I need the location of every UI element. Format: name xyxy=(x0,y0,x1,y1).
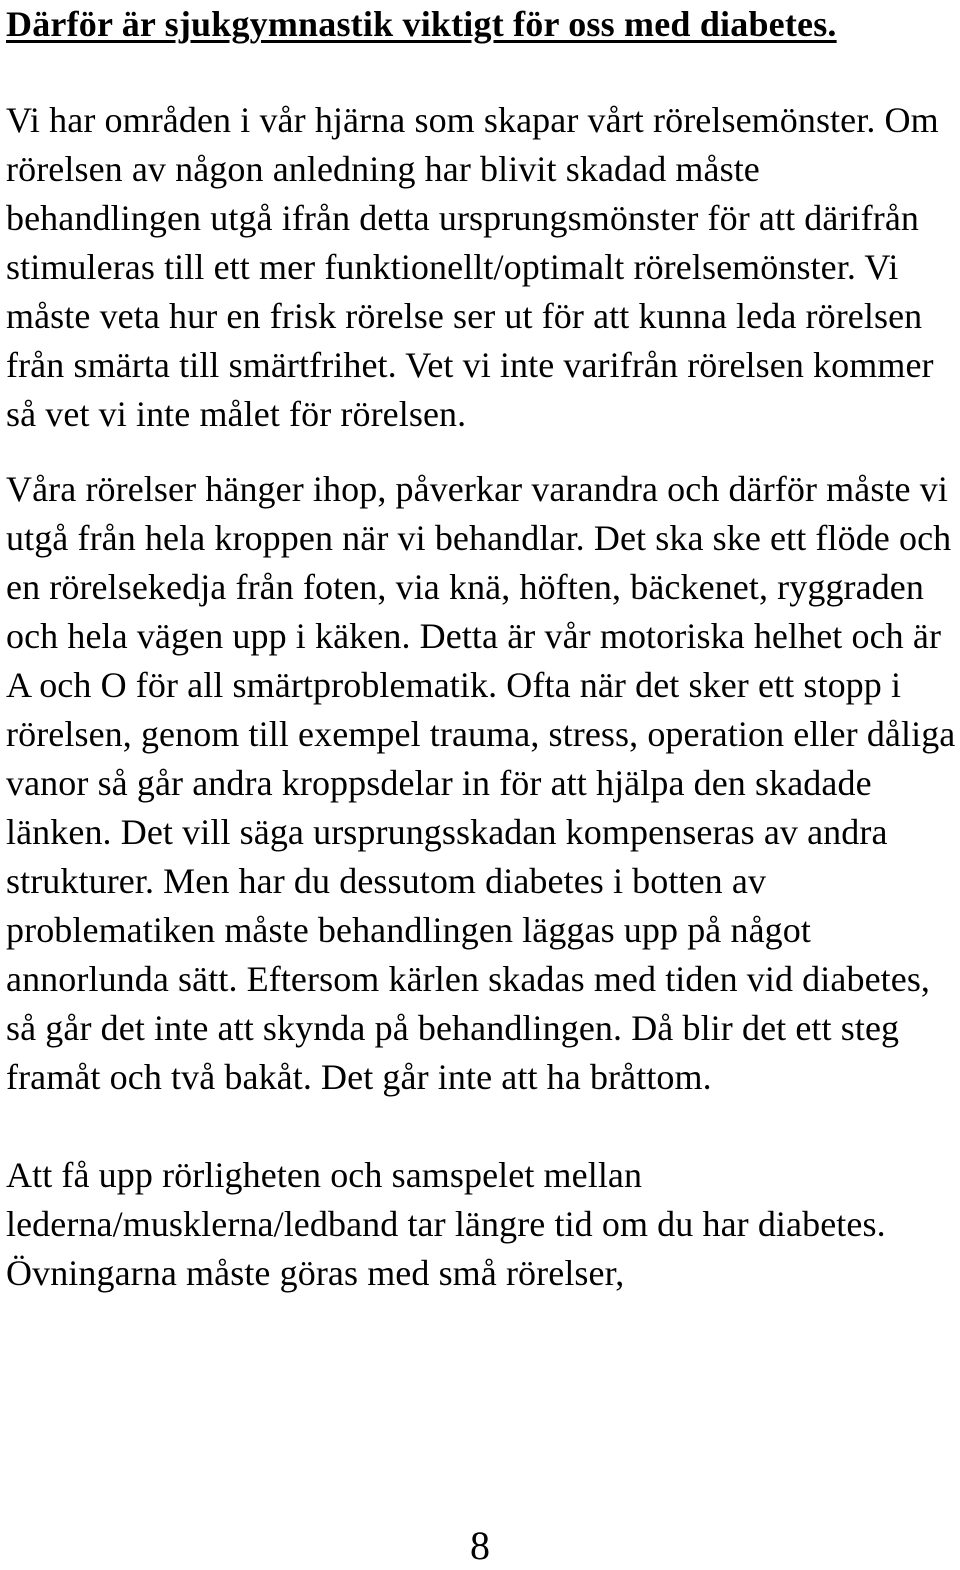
paragraph-mobility: Att få upp rörligheten och samspelet mellan lederna/musklerna/ledband tar längre tid om du har diabetes. Övningarna måste göras med små rörelser, xyxy=(6,1155,886,1293)
page-number: 8 xyxy=(470,1523,490,1568)
section-heading: Därför är sjukgymnastik viktigt för oss med diabetes. xyxy=(6,4,837,44)
paragraph-whole-body: Våra rörelser hänger ihop, påverkar varandra och därför måste vi utgå från hela kroppen när vi behandlar. Det ska ske ett flöde och en rörelsekedja från foten, via knä, höften, bäckenet, ryggraden och hela vägen upp i käken. Detta är vår motoriska helhet och är A och O för all smärtproblematik. Ofta när det sker ett stopp i rörelsen, genom till exempel trauma, stress, operation eller dåliga vanor så går andra kroppsdelar in för att hjälpa den skadade länken. Det vill säga ursprungsskadan kompenseras av andra strukturer. Men har du dessutom diabetes i botten av problematiken måste behandlingen läggas upp på något annorlunda sätt. Eftersom kärlen skadas med tiden vid diabetes, så går det inte att skynda på behandlingen. Då blir det ett steg framåt och två bakåt. Det går inte att ha bråttom. xyxy=(6,469,956,1097)
paragraph-movement-patterns: Vi har områden i vår hjärna som skapar vårt rörelsemönster. Om rörelsen av någon anledning har blivit skadad måste behandlingen utgå ifrån detta ursprungsmönster för att därifrån stimuleras till ett mer funktionellt/optimalt rörelsemönster. Vi måste veta hur en frisk rörelse ser ut för att kunna leda rörelsen från smärta till smärtfrihet. Vet vi inte varifrån rörelsen kommer så vet vi inte målet för rörelsen. xyxy=(6,100,939,434)
document-page xyxy=(6,0,956,1298)
